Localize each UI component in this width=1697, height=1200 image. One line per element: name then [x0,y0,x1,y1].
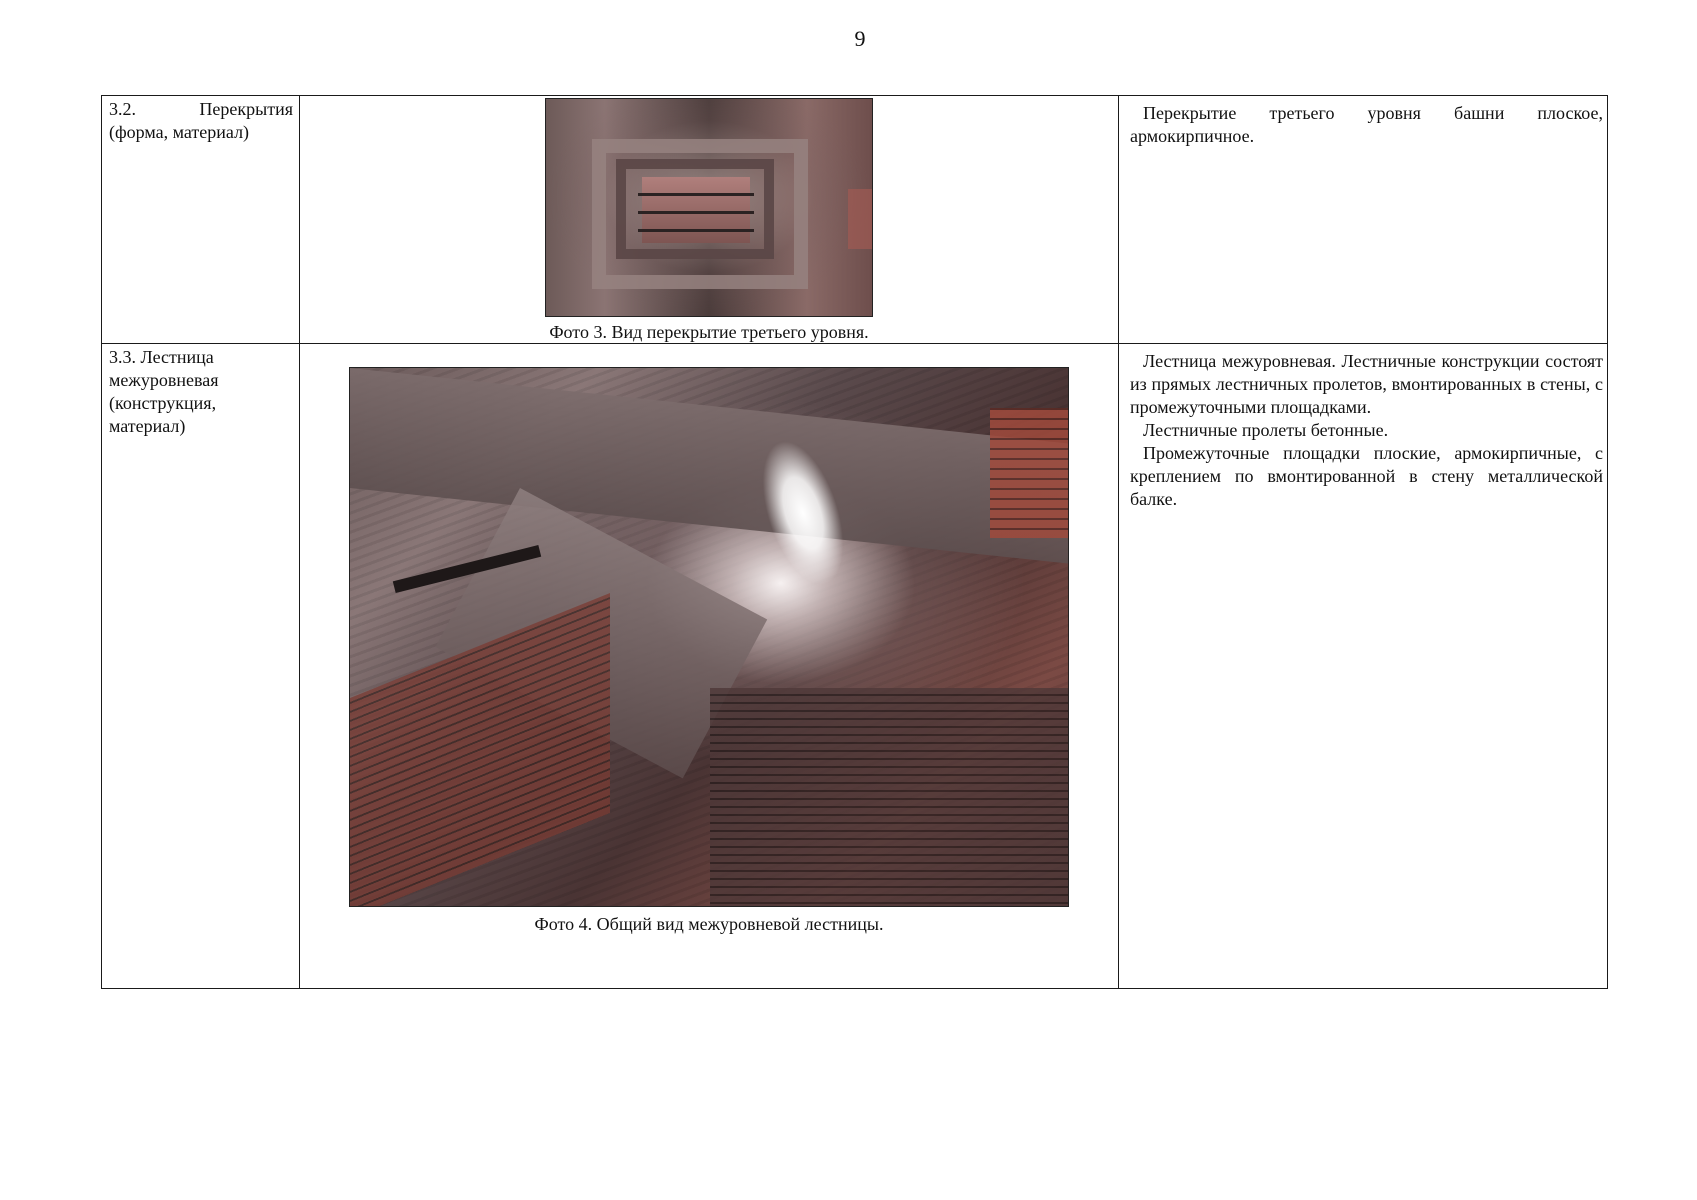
photo-cell [300,344,1119,989]
row-subtitle: межуровневая (конструкция, материал) [109,370,219,436]
page-number: 9 [854,26,866,51]
row-number: 3.2. [109,99,136,119]
table-row-stairs [102,344,1608,989]
row-label-cell [102,96,300,344]
row-title: Перекрытия [199,99,293,119]
photo-cell [300,96,1119,344]
photo-caption: Фото 4. Общий вид межуровневой лестницы. [534,914,884,934]
row-number-title: 3.3. Лестница [109,347,214,367]
description-cell [1119,96,1608,344]
row-label-cell [102,344,300,989]
photo-caption: Фото 3. Вид перекрытие третьего уровня. [549,322,869,342]
description-paragraph: Перекрытие третьего уровня башни плоское, армокирпичное. [1130,103,1603,146]
row-subtitle: (форма, материал) [109,122,250,142]
inspection-table [101,95,1608,989]
row-label-first-line [109,98,293,121]
description-paragraph: Промежуточные площадки плоские, армокирпичные, с креплением по вмонтированной в стену металлической балке. [1130,443,1603,509]
photo-floor-slab [545,98,873,317]
description-paragraph: Лестница межуровневая. Лестничные конструкции состоят из прямых лестничных пролетов, вмонтированных в стены, с промежуточными площадками. [1130,351,1603,417]
description-cell [1119,344,1608,989]
photo-stairs [349,367,1069,907]
table-row-floors [102,96,1608,344]
description-paragraph: Лестничные пролеты бетонные. [1143,420,1389,440]
